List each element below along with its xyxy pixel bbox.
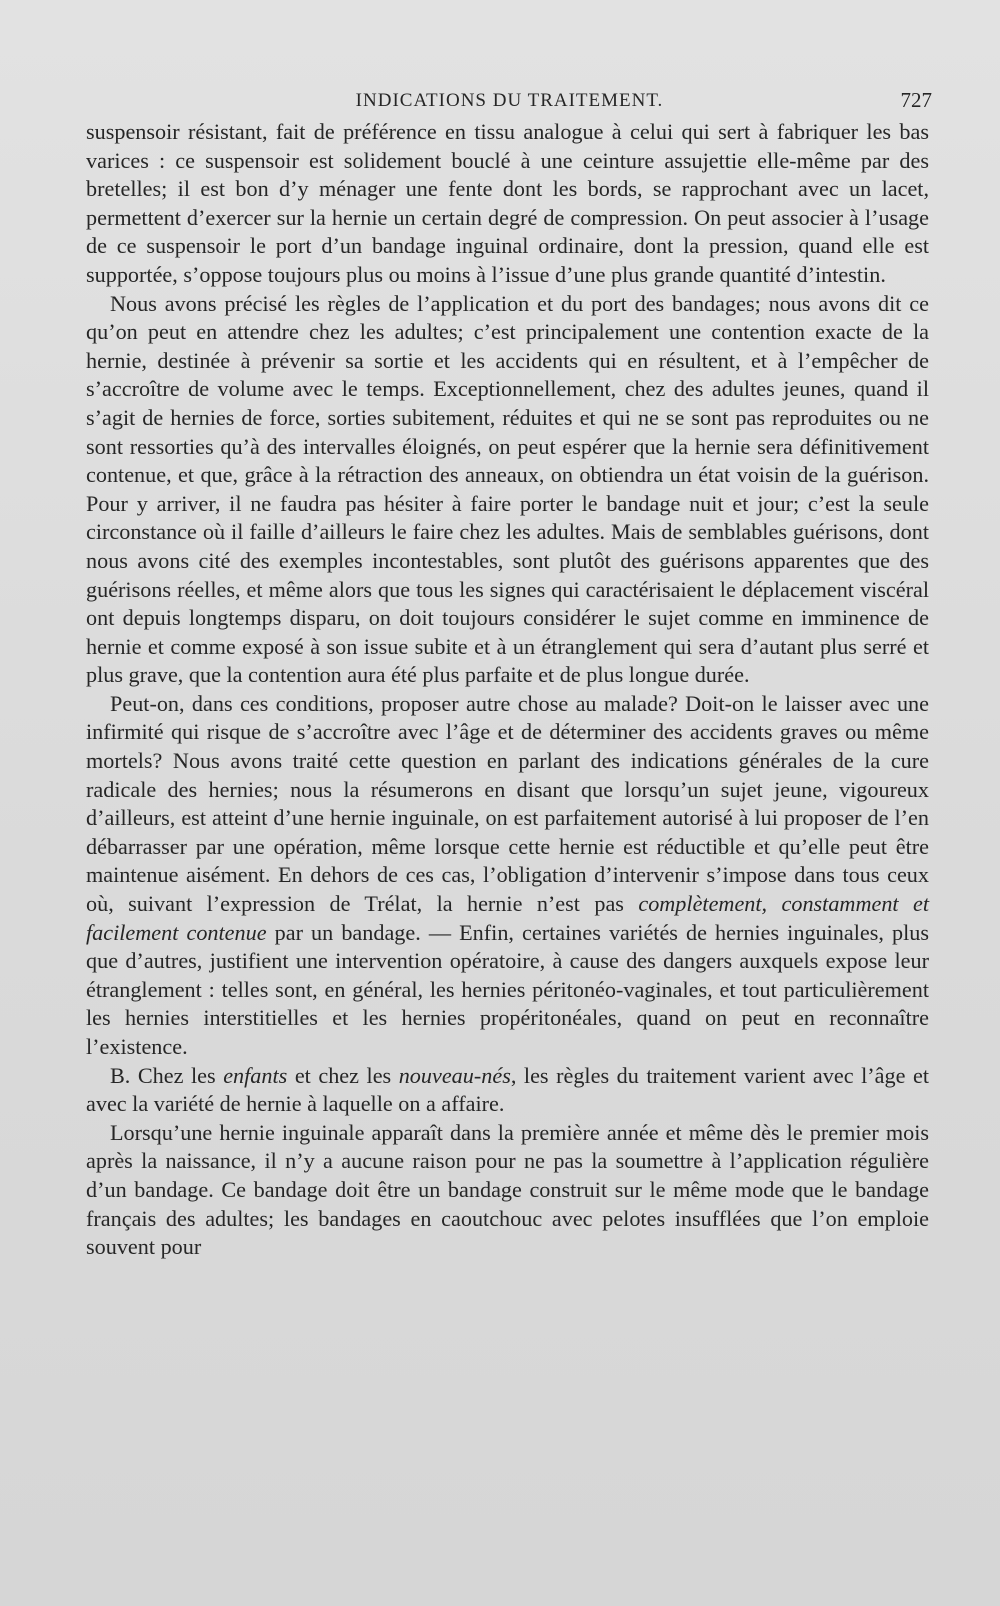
text-run: Peut-on, dans ces conditions, proposer autre chose au malade? Doit-on le laisser avec une infirmité qui risque de s’accroître avec l’âge et de déterminer des accidents graves ou même mortels? Nous avons traité cette question en parlant des indications générales de la cure radicale des hernies; nous la résumerons en disant que lorsqu’un sujet jeune, vigoureux d’ailleurs, est atteint d’une hernie inguinale, on est parfaitement autorisé à lui proposer de l’en débarrasser par une opération, même lorsque cette hernie est réductible et qu’elle peut être maintenue aisément. En dehors de ces cas, l’obligation d’intervenir s’impose dans tous ceux où, suivant l’expression de Trélat, la hernie n’est pas <box>86 690 929 917</box>
page-header <box>87 86 932 116</box>
paragraph <box>86 118 929 290</box>
italic-text-run: complètement, constamment et facilement contenue <box>86 891 930 945</box>
italic-text-run: nouveau-nés <box>398 1062 511 1088</box>
text-run: suspensoir résistant, fait de préférence en tissu analogue à celui qui sert à fabriquer les bas varices : ce suspensoir est solidement bouclé à une ceinture assujettie elle-même par des bretelles; il est bon d’y ménager une fente dont les bords, se rapprochant avec un lacet, permettent d’exercer sur la hernie un certain degré de compression. On peut associer à l’usage de ce suspensoir le port d’un bandage inguinal ordinaire, dont la pression, quand elle est supportée, s’oppose toujours plus ou moins à l’issue d’une plus grande quantité d’intestin. <box>86 119 929 287</box>
page-number: 727 <box>900 88 932 112</box>
paragraph <box>86 1062 929 1119</box>
paragraph <box>86 690 929 1062</box>
body-text <box>86 118 929 1262</box>
text-run: , les règles du traitement varient avec l’âge et avec la variété de hernie à laquelle on a affaire. <box>86 1062 929 1117</box>
paragraph <box>86 1119 929 1262</box>
text-run: Lorsqu’une hernie inguinale apparaît dans la première année et même dès le premier mois après la naissance, il n’y a aucune raison pour ne pas la soumettre à l’application régulière d’un bandage. Ce bandage doit être un bandage construit sur le même mode que le bandage français des adultes; les bandages en caoutchouc avec pelotes insufflées que l’on emploie souvent pour <box>86 1119 929 1260</box>
text-run: Nous avons précisé les règles de l’application et du port des bandages; nous avons dit ce qu’on peut en attendre chez les adultes; c’est principalement une contention exacte de la hernie, destinée à prévenir sa sortie et les accidents qui en résultent, et à l’empêcher de s’accroître de volume avec le temps. Exceptionnellement, chez des adultes jeunes, quand il s’agit de hernies de force, sorties subitement, réduites et qui ne se sont pas reproduites ou ne sont ressorties qu’à des intervalles éloignés, on peut espérer que la hernie sera définitivement contenue, et que, grâce à la rétraction des anneaux, on obtiendra un état voisin de la guérison. Pour y arriver, il ne faudra pas hésiter à faire porter le bandage nuit et jour; c’est la seule circonstance où il faille d’ailleurs le faire chez les adultes. Mais de semblables guérisons, dont nous avons cité des exemples incontestables, sont plutôt des guérisons apparentes que des guérisons réelles, et même alors que tous les signes qui caractérisaient le déplacement viscéral ont depuis longtemps disparu, on doit toujours considérer le sujet comme en imminence de hernie et comme exposé à son issue subite et à un étranglement qui sera d’autant plus serré et plus grave, que la contention aura été plus parfaite et de plus longue durée. <box>86 290 929 688</box>
running-title: INDICATIONS DU TRAITEMENT. <box>355 90 664 111</box>
text-run: et chez les <box>287 1062 399 1088</box>
text-run: B. Chez les <box>110 1062 224 1088</box>
paragraph <box>86 290 929 690</box>
text-run: par un bandage. — Enfin, certaines variétés de hernies inguinales, plus que d’autres, justifient une intervention opératoire, à cause des dangers auxquels expose leur étranglement : telles sont, en général, les hernies péritonéo-vaginales, et tout particulièrement les hernies interstitielles et les hernies propéritonéales, quand on peut en reconnaître l’existence. <box>86 919 929 1059</box>
italic-text-run: enfants <box>223 1062 288 1088</box>
